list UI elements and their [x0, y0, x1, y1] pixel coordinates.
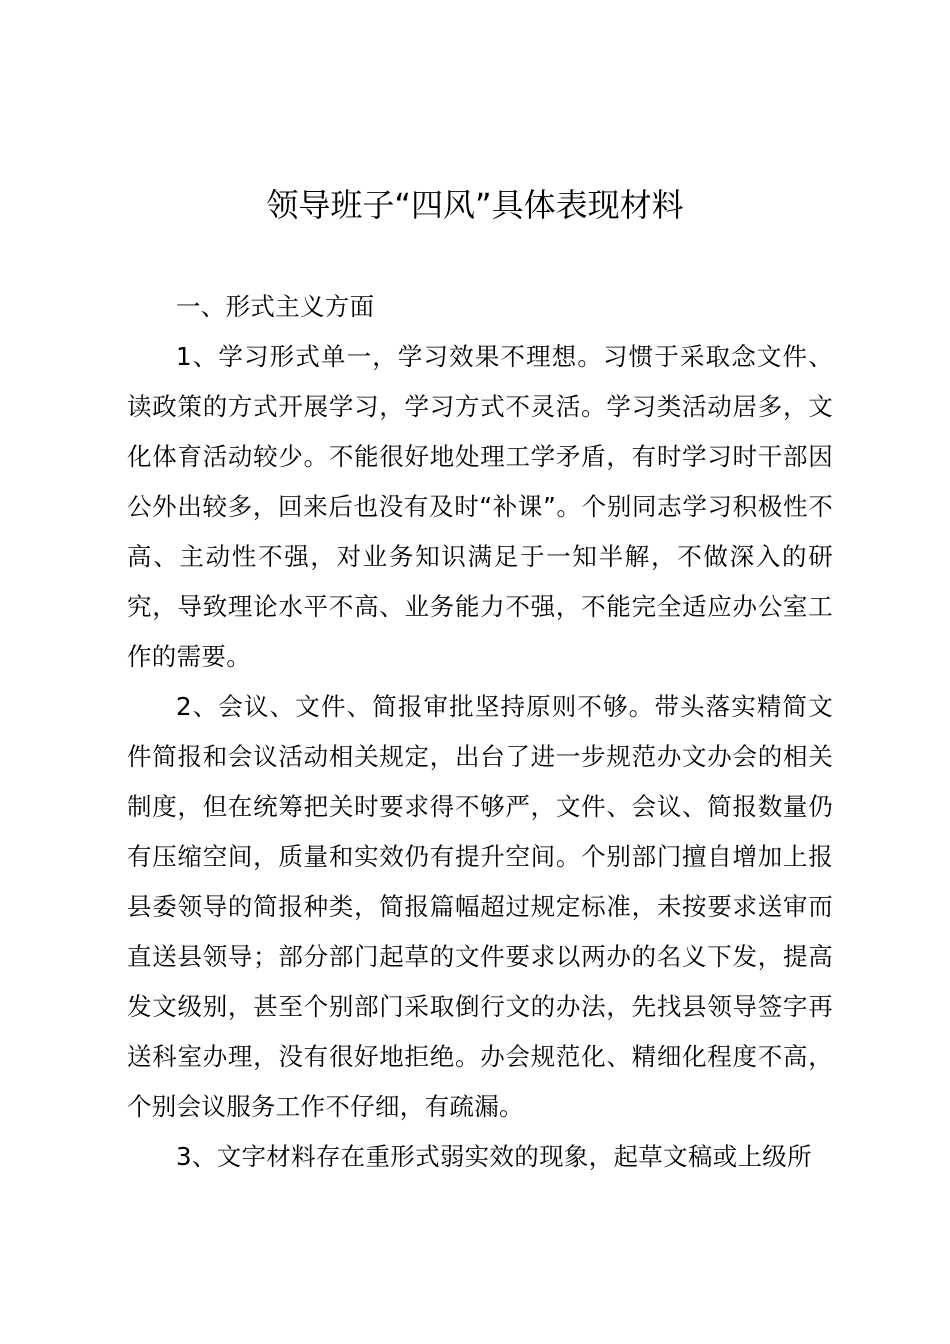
- paragraph-2: 2、会议、文件、简报审批坚持原则不够。带头落实精简文件简报和会议活动相关规定，出台了进一步规范办文办会的相关制度，但在统筹把关时要求得不够严，文件、会议、简报数量仍有压缩空间，质量和实效仍有提升空间。个别部门擅自增加上报县委领导的简报种类，简报篇幅超过规定标准，未按要求送审而直送县领导；部分部门起草的文件要求以两办的名义下发，提高发文级别，甚至个别部门采取倒行文的办法，先找县领导签字再送科室办理，没有很好地拒绝。办会规范化、精细化程度不高，个别会议服务工作不仔细，有疏漏。: [127, 692, 833, 1121]
- paragraph-3: 3、文字材料存在重形式弱实效的现象，起草文稿或上级所: [176, 1142, 812, 1171]
- document-body: [127, 282, 833, 1182]
- document-title: 领导班子“四风”具体表现材料: [266, 186, 684, 224]
- section-heading: 一、形式主义方面: [176, 292, 375, 321]
- paragraph-1: 1、学习形式单一，学习效果不理想。习惯于采取念文件、读政策的方式开展学习，学习方式不灵活。学习类活动居多，文化体育活动较少。不能很好地处理工学矛盾，有时学习时干部因公外出较多，回来后也没有及时“补课”。个别同志学习积极性不高、主动性不强，对业务知识满足于一知半解，不做深入的研究，导致理论水平不高、业务能力不强，不能完全适应办公室工作的需要。: [127, 342, 833, 671]
